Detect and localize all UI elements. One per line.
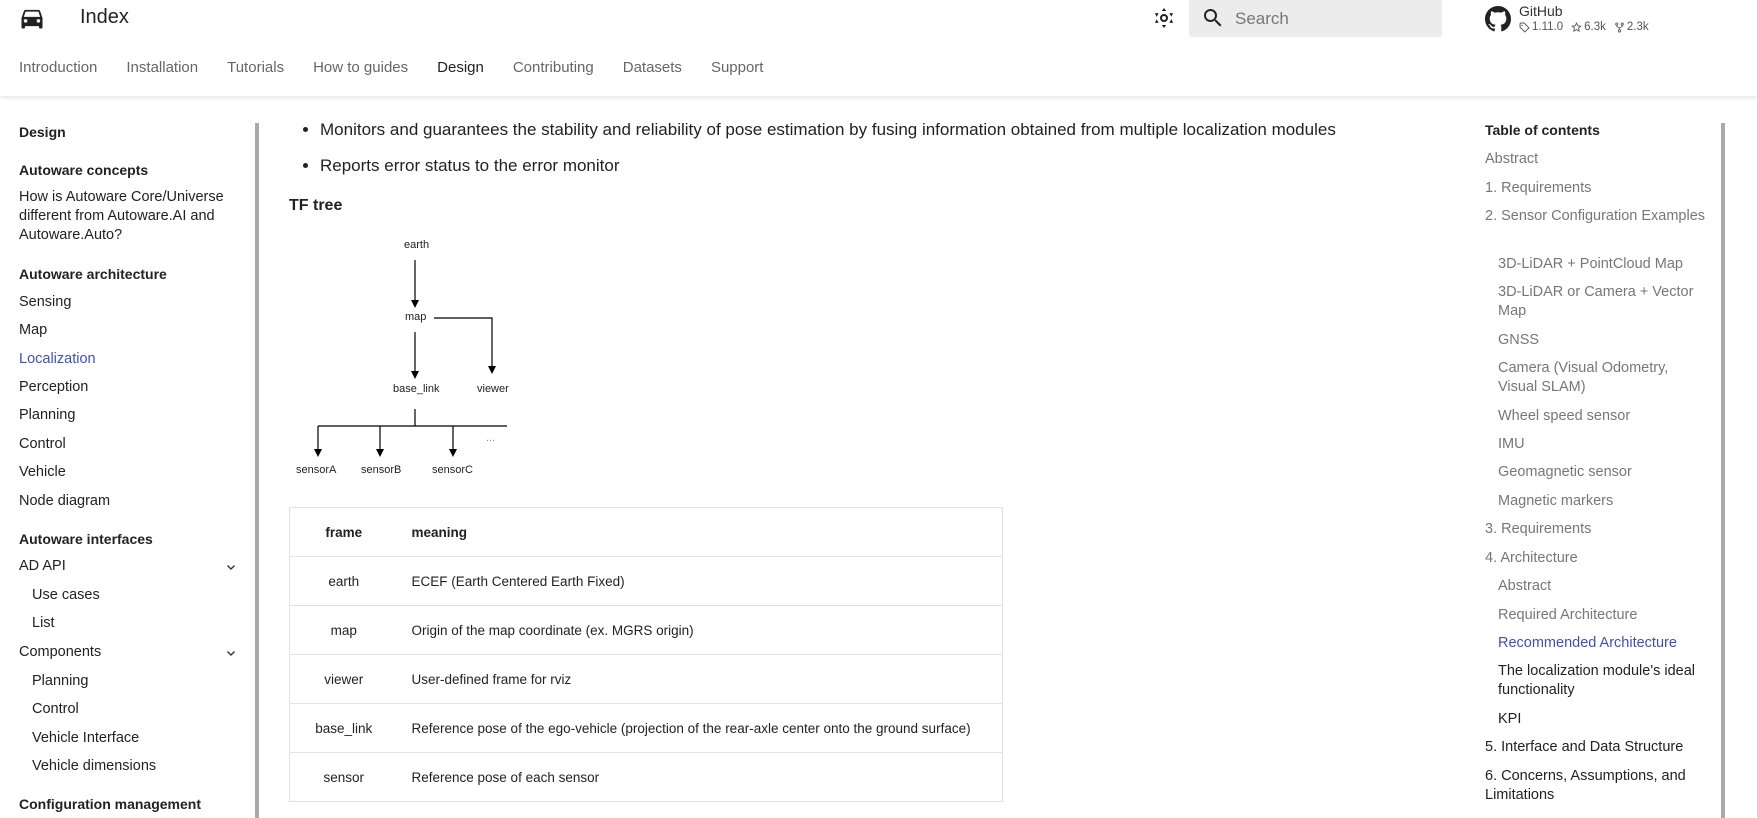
repo-name: GitHub [1519,3,1563,19]
toc-item-kpi[interactable]: KPI [1498,711,1522,727]
car-icon[interactable] [18,4,46,32]
toc-item-gnss[interactable]: GNSS [1498,332,1540,348]
sidebar-item-vehicle-interface[interactable]: Vehicle Interface [32,730,140,746]
node-map: map [405,311,427,323]
sidebar-item-planning[interactable]: Planning [19,407,76,423]
toc-item-requirements-1[interactable]: 1. Requirements [1485,180,1592,196]
sidebar-heading-design: Design [19,124,66,140]
sidebar-item-list[interactable]: List [32,615,55,631]
toc-item-magnetic-markers[interactable]: Magnetic markers [1498,493,1614,509]
toc-item-interface-data-structure[interactable]: 5. Interface and Data Structure [1485,739,1684,755]
table-row [290,606,1003,655]
toc-item-wheel-speed[interactable]: Wheel speed sensor [1498,408,1631,424]
cell-meaning: Reference pose of each sensor [398,753,1003,802]
search-input[interactable] [1235,0,1435,37]
toc-scrollbar[interactable] [1721,123,1725,818]
fork-icon [1614,22,1625,33]
sidebar-item-core-universe-difference[interactable]: How is Autoware Core/Universe different from Autoware.AI and Autoware.Auto? [19,189,224,243]
tab-introduction[interactable]: Introduction [19,59,98,76]
cell-frame: sensor [290,753,398,802]
site-title: Index [80,6,129,28]
tf-frame-table [289,507,1003,802]
tag-icon [1519,22,1530,33]
node-sensor-b: sensorB [361,464,402,476]
sidebar-heading-autoware-interfaces[interactable]: Autoware interfaces [19,531,153,547]
sidebar-item-vehicle-dimensions[interactable]: Vehicle dimensions [32,758,157,774]
bullet-item: • Monitors and guarantees the stability and reliability of pose estimation by fusing information obtained from multiple localization modules [320,118,1336,141]
table-row [290,704,1003,753]
tab-design[interactable]: Design [437,59,484,76]
section-heading-tf-tree: TF tree [289,197,343,214]
repo-facts [1519,21,1649,33]
repo-forks: 2.3k [1626,21,1649,33]
tf-tree-diagram [289,230,529,480]
bullet-list [300,118,1336,190]
top-tabs [19,59,792,76]
column-header-meaning: meaning [398,508,1003,557]
toc-item-lidar-pointcloud[interactable]: 3D-LiDAR + PointCloud Map [1498,256,1683,272]
star-icon [1571,22,1582,33]
sidebar-item-components[interactable]: Components [19,644,102,660]
node-sensor-a: sensorA [296,464,337,476]
toc-item-required-architecture[interactable]: Required Architecture [1498,607,1638,623]
tab-tutorials[interactable]: Tutorials [227,59,285,76]
sidebar-item-perception[interactable]: Perception [19,379,89,395]
repo-version: 1.11.0 [1532,21,1564,33]
tab-installation[interactable]: Installation [126,59,199,76]
search-icon [1201,6,1225,30]
bullet-item: • Reports error status to the error monitor [320,154,1336,177]
toc-item-imu[interactable]: IMU [1498,436,1525,452]
cell-frame: map [290,606,398,655]
repo-stars: 6.3k [1584,21,1606,33]
cell-frame: base_link [290,704,398,753]
node-ellipsis: ... [486,432,496,444]
tab-support[interactable]: Support [710,59,764,76]
sidebar-item-localization[interactable]: Localization [19,351,96,367]
chevron-down-icon[interactable] [225,561,237,573]
brightness-icon[interactable] [1152,6,1176,30]
chevron-down-icon[interactable] [225,647,237,659]
tab-datasets[interactable]: Datasets [622,59,682,76]
toc-item-ideal-functionality[interactable]: The localization module's ideal functionality [1498,663,1696,698]
toc-item-recommended-architecture[interactable]: Recommended Architecture [1498,635,1677,651]
github-icon [1485,6,1511,32]
node-earth: earth [404,239,430,251]
cell-frame: viewer [290,655,398,704]
sidebar-item-vehicle[interactable]: Vehicle [19,464,66,480]
toc-item-sensor-config-examples[interactable]: 2. Sensor Configuration Examples [1485,208,1706,224]
cell-meaning: Origin of the map coordinate (ex. MGRS origin) [398,606,1003,655]
toc-item-architecture[interactable]: 4. Architecture [1485,550,1578,566]
cell-meaning: User-defined frame for rviz [398,655,1003,704]
sidebar-item-components-planning[interactable]: Planning [32,673,89,689]
toc-item-abstract[interactable]: Abstract [1485,151,1539,167]
cell-meaning: ECEF (Earth Centered Earth Fixed) [398,557,1003,606]
table-header-row [290,508,1003,557]
sidebar-scrollbar[interactable] [255,123,259,818]
toc-item-lidar-camera-vector[interactable]: 3D-LiDAR or Camera + Vector Map [1498,284,1694,319]
sidebar-nav [0,110,258,818]
table-row [290,655,1003,704]
node-sensor-c: sensorC [432,464,473,476]
search-box[interactable] [1189,0,1442,37]
sidebar-item-ad-api[interactable]: AD API [19,558,66,574]
sidebar-item-sensing[interactable]: Sensing [19,294,72,310]
sidebar-item-map[interactable]: Map [19,322,48,338]
tab-contributing[interactable]: Contributing [512,59,594,76]
toc-item-requirements-3[interactable]: 3. Requirements [1485,521,1592,537]
header [0,0,1757,96]
table-row [290,753,1003,802]
cell-frame: earth [290,557,398,606]
column-header-frame: frame [290,508,398,557]
table-row [290,557,1003,606]
sidebar-item-use-cases[interactable]: Use cases [32,587,100,603]
sidebar-heading-configuration-management[interactable]: Configuration management [19,796,202,812]
toc-item-arch-abstract[interactable]: Abstract [1498,578,1552,594]
sidebar-heading-autoware-concepts[interactable]: Autoware concepts [19,162,149,178]
toc-item-geomagnetic[interactable]: Geomagnetic sensor [1498,464,1632,480]
sidebar-item-control[interactable]: Control [19,436,66,452]
node-base-link: base_link [393,383,440,395]
toc-item-camera-vo-slam[interactable]: Camera (Visual Odometry, Visual SLAM) [1498,360,1669,395]
sidebar-heading-autoware-architecture[interactable]: Autoware architecture [19,266,167,282]
sidebar-item-components-control[interactable]: Control [32,701,79,717]
sidebar-item-node-diagram[interactable]: Node diagram [19,493,111,509]
tab-how-to-guides[interactable]: How to guides [313,59,409,76]
toc-title: Table of contents [1485,122,1600,138]
cell-meaning: Reference pose of the ego-vehicle (projection of the rear-axle center onto the ground surface) [398,704,1003,753]
node-viewer: viewer [477,383,509,395]
toc-item-concerns-limitations[interactable]: 6. Concerns, Assumptions, and Limitations [1485,768,1686,803]
